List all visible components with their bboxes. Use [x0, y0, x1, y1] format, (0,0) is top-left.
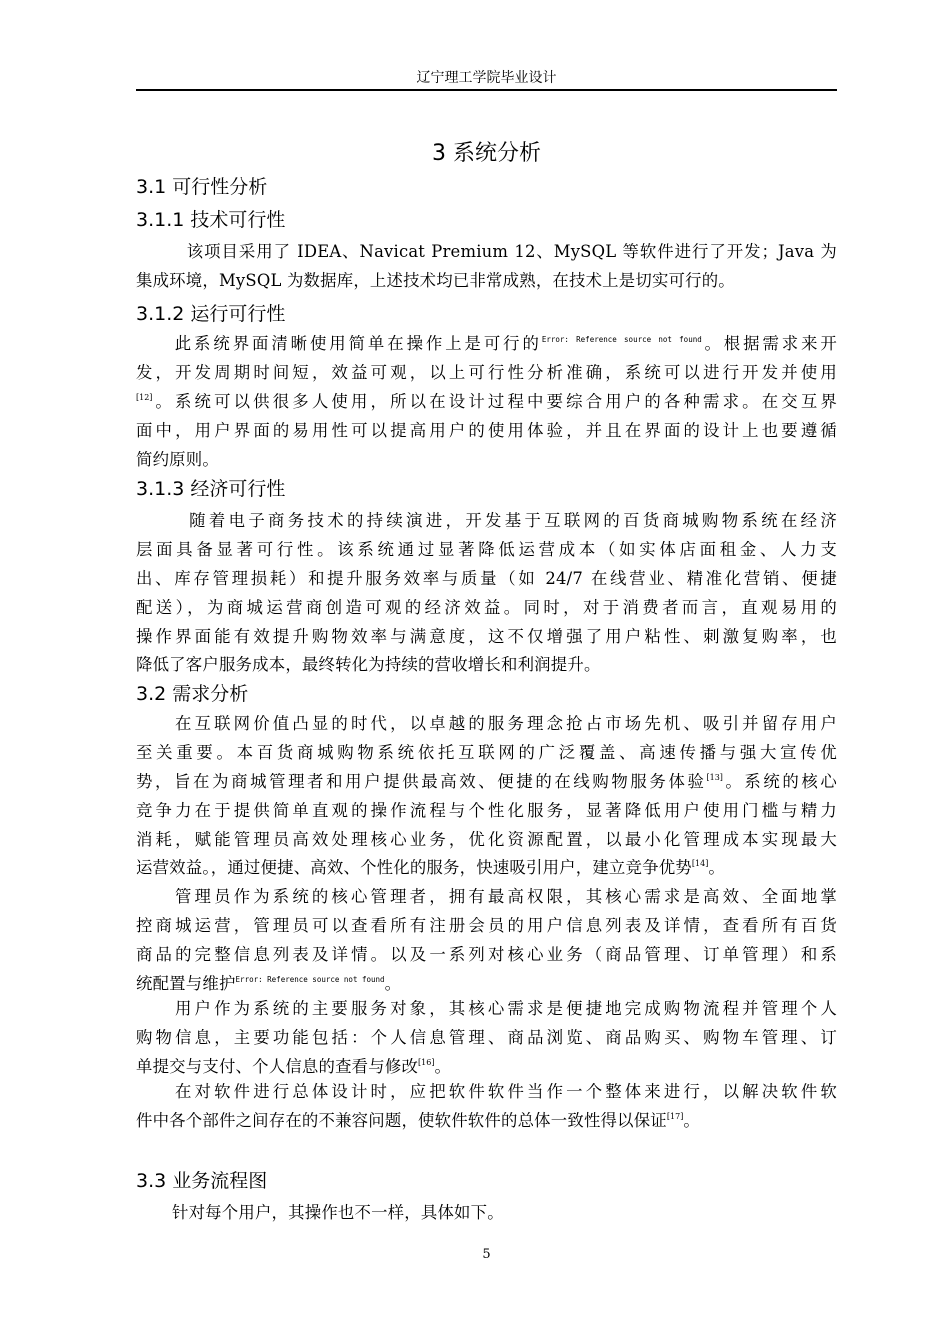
text-line: 该项目采用了 IDEA、Navicat Premium 12、MySQL 等软件进行了开发；Java 为 — [186, 242, 837, 261]
section-heading-3-3: 3.3 业务流程图 — [136, 1170, 268, 1192]
text-line: 。 — [384, 973, 402, 993]
chapter-title: 3 系统分析 — [432, 141, 541, 166]
paragraph-economic-feasibility — [136, 507, 837, 680]
citation-13: [13] — [706, 772, 723, 782]
text-line: 竞争力在于提供简单直观的操作流程与个性化服务，显著降低用户使用门槛与精力 — [136, 800, 837, 820]
page-header: 辽宁理工学院毕业设计 — [416, 70, 557, 86]
text-line: 购物信息，主要功能包括：个人信息管理、商品浏览、商品购买、购物车管理、订 — [136, 1027, 837, 1047]
text-line: 统配置与维护 — [136, 973, 236, 993]
text-line: 至关重要。本百货商城购物系统依托互联网的广泛覆盖、高速传播与强大宣传优 — [136, 742, 837, 762]
paragraph-operational-feasibility — [136, 330, 837, 474]
text-line: 势，旨在为商城管理者和用户提供最高效、便捷的在线购物服务体验 — [136, 771, 707, 791]
reference-error: Error: Reference source not found — [541, 335, 702, 344]
page-number: 5 — [482, 1247, 491, 1262]
paragraph-requirements-design — [136, 1078, 837, 1136]
section-heading-3-1-3: 3.1.3 经济可行性 — [136, 478, 286, 500]
text-line: 运营效益。，通过便捷、高效、个性化的服务，快速吸引用户，建立竞争优势 — [136, 858, 692, 878]
reference-error: Error: Reference source not found — [235, 974, 385, 984]
citation-14: [14] — [691, 859, 709, 869]
text-line: 管理员作为系统的核心管理者，拥有最高权限，其核心需求是高效、全面地掌 — [172, 887, 837, 906]
text-line: 配送），为商城运营商创造可观的经济效益。同时，对于消费者而言，直观易用的 — [136, 597, 837, 617]
text-line: 集成环境，MySQL 为数据库，上述技术均已非常成熟，在技术上是切实可行的。 — [136, 270, 735, 290]
paragraph-requirements-1 — [136, 710, 837, 883]
section-heading-3-1-2: 3.1.2 运行可行性 — [136, 303, 286, 325]
text-line: 。系统的核心 — [722, 771, 837, 791]
text-line: 。 — [434, 1056, 452, 1076]
text-line: 用户作为系统的主要服务对象，其核心需求是便捷地完成购物流程并管理个人 — [172, 999, 837, 1018]
paragraph-technical-feasibility — [136, 238, 837, 296]
text-line: 在互联网价值凸显的时代，以卓越的服务理念抢占市场先机、吸引并留存用户 — [172, 714, 837, 733]
text-line: 。系统可以供很多人使用，所以在设计过程中要综合用户的各种需求。在交互界 — [152, 391, 837, 411]
text-line: 件中各个部件之间存在的不兼容问题，使软件软件的总体一致性得以保证 — [136, 1110, 667, 1130]
text-line: 层面具备显著可行性。该系统通过显著降低运营成本（如实体店面租金、人力支 — [136, 539, 837, 559]
text-line: 降低了客户服务成本，最终转化为持续的营收增长和利润提升。 — [136, 655, 601, 675]
section-heading-3-2: 3.2 需求分析 — [136, 683, 249, 705]
text-line: 控商城运营，管理员可以查看所有注册会员的用户信息列表及详情，查看所有百货 — [136, 915, 837, 935]
section-heading-3-1-1: 3.1.1 技术可行性 — [136, 209, 286, 231]
text-line: 。根据需求来开 — [701, 334, 837, 353]
text-line: 针对每个用户，其操作也不一样，具体如下。 — [172, 1203, 504, 1222]
header-rule — [136, 89, 837, 91]
paragraph-business-flow — [136, 1199, 837, 1228]
text-line: 面中，用户界面的易用性可以提高用户的使用体验，并且在界面的设计上也要遵循 — [136, 420, 837, 440]
citation-12: [12] — [136, 392, 153, 402]
text-line: 发，开发周期时间短，效益可观，以上可行性分析准确，系统可以进行开发并使用 — [136, 362, 837, 382]
section-heading-3-1: 3.1 可行性分析 — [136, 176, 268, 198]
paragraph-requirements-user — [136, 995, 837, 1082]
text-line: 。 — [708, 858, 725, 878]
text-line: 简约原则。 — [136, 449, 219, 469]
citation-17: [17] — [666, 1111, 684, 1121]
text-line: 操作界面能有效提升购物效率与满意度，这不仅增强了用户粘性、刺激复购率，也 — [136, 626, 837, 646]
text-line: 消耗，赋能管理员高效处理核心业务，优化资源配置，以最小化管理成本实现最大 — [136, 829, 837, 849]
text-line: 出、库存管理损耗）和提升服务效率与质量（如 24/7 在线营业、精准化营销、便捷 — [136, 568, 837, 588]
citation-16: [16] — [418, 1057, 435, 1067]
text-line: 商品的完整信息列表及详情。以及一系列对核心业务（商品管理、订单管理）和系 — [136, 944, 837, 964]
text-line: 此系统界面清晰使用简单在操作上是可行的 — [172, 334, 542, 353]
text-line: 。 — [683, 1110, 700, 1130]
text-line: 在对软件进行总体设计时，应把软件软件当作一个整体来进行，以解决软件软 — [172, 1082, 837, 1101]
text-line: 单提交与支付、个人信息的查看与修改 — [136, 1056, 419, 1076]
text-line: 随着电子商务技术的持续演进，开发基于互联网的百货商城购物系统在经济 — [186, 511, 837, 530]
paragraph-requirements-admin — [136, 883, 837, 999]
